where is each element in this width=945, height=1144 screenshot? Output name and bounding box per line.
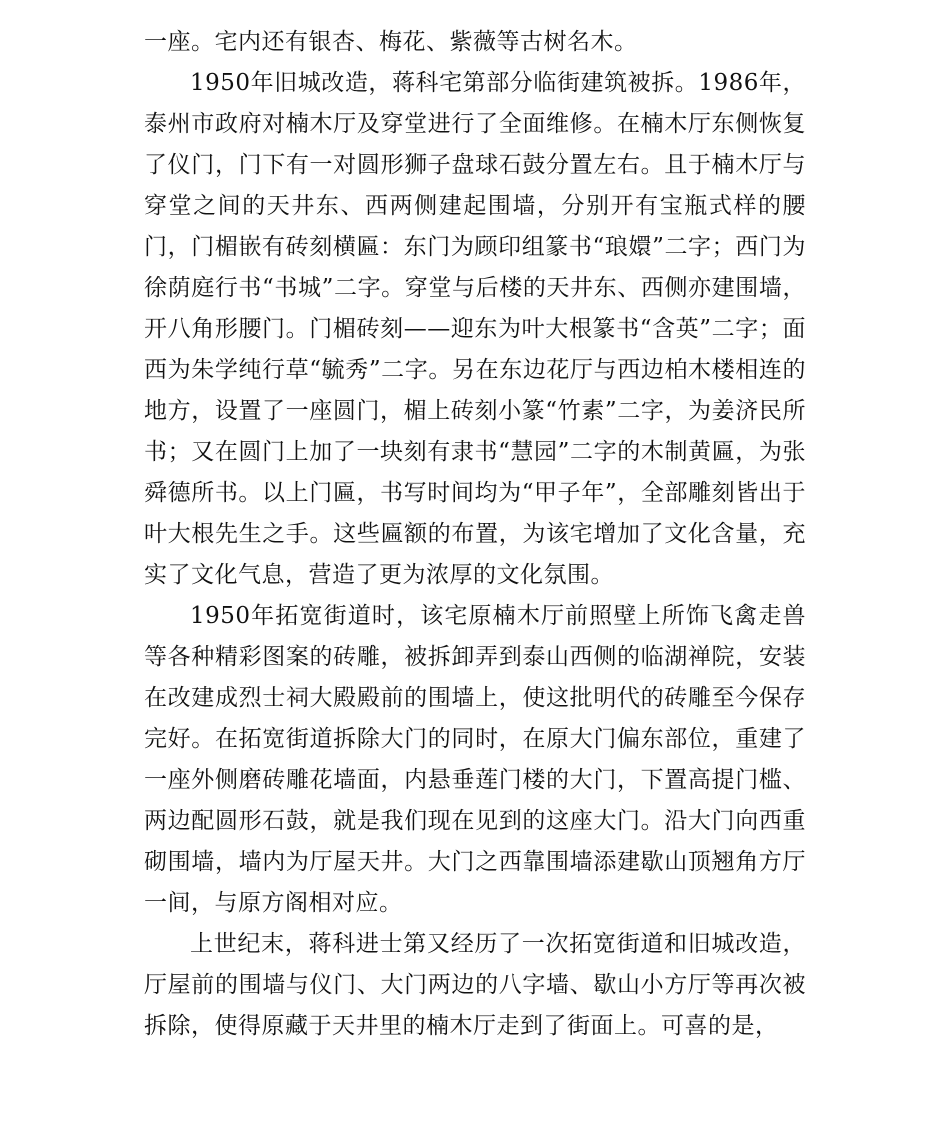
paragraph-4: 上世纪末，蒋科进士第又经历了一次拓宽街道和旧城改造，厅屋前的围墙与仪门、大门两边的八字墙、歇山小方厅等再次被拆除，使得原藏于天井里的楠木厅走到了街面上。可喜的是，	[144, 931, 806, 1039]
paragraph-1: 一座。宅内还有银杏、梅花、紫薇等古树名木。	[144, 29, 638, 55]
paragraph-3: 1950年拓宽街道时，该宅原楠木厅前照壁上所饰飞禽走兽等各种精彩图案的砖雕，被拆卸弄到泰山西侧的临湖禅院，安装在改建成烈士祠大殿殿前的围墙上，使这批明代的砖雕至今保存完好。在拓宽街道拆除大门的同时，在原大门偏东部位，重建了一座外侧磨砖雕花墙面，内悬垂莲门楼的大门，下置高提门槛、两边配圆形石鼓，就是我们现在见到的这座大门。沿大门向西重砌围墙，墙内为厅屋天井。大门之西靠围墙添建歇山顶翘角方厅一间，与原方阁相对应。	[144, 603, 806, 916]
document-page	[144, 22, 806, 1047]
paragraph-2: 1950年旧城改造，蒋科宅第部分临街建筑被拆。1986年，泰州市政府对楠木厅及穿堂进行了全面维修。在楠木厅东侧恢复了仪门，门下有一对圆形狮子盘球石鼓分置左右。且于楠木厅与穿堂之间的天井东、西两侧建起围墙，分别开有宝瓶式样的腰门，门楣嵌有砖刻横匾：东门为顾印组篆书“琅嬛”二字；西门为徐荫庭行书“书城”二字。穿堂与后楼的天井东、西侧亦建围墙，开八角形腰门。门楣砖刻——迎东为叶大根篆书“含英”二字；面西为朱学纯行草“毓秀”二字。另在东边花厅与西边柏木楼相连的地方，设置了一座圆门，楣上砖刻小篆“竹素”二字，为姜济民所书；又在圆门上加了一块刻有隶书“慧园”二字的木制黄匾，为张舜德所书。以上门匾，书写时间均为“甲子年”，全部雕刻皆出于叶大根先生之手。这些匾额的布置，为该宅增加了文化含量，充实了文化气息，营造了更为浓厚的文化氛围。	[144, 70, 806, 588]
